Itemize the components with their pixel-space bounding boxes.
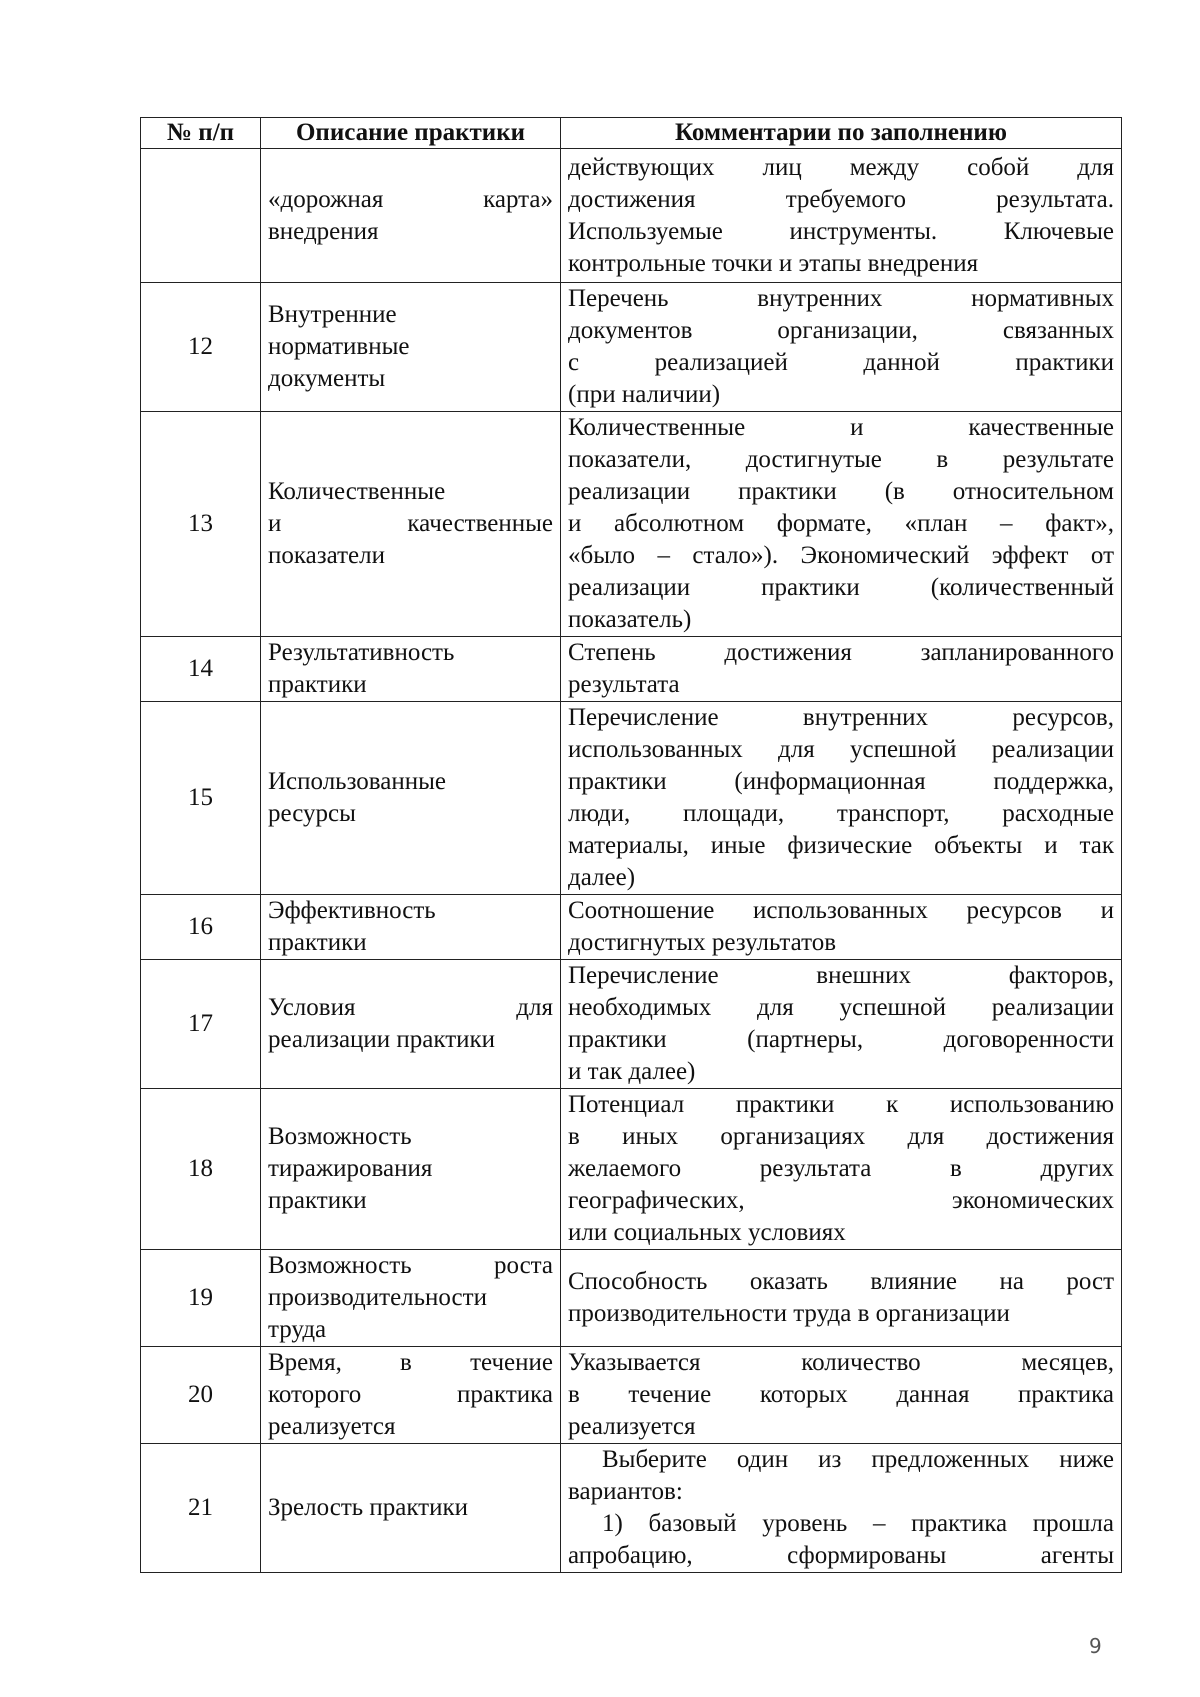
- header-comments: Комментарии по заполнению: [561, 118, 1122, 149]
- comment-line: с реализацией данной практики: [568, 349, 1114, 376]
- description-line: Условия для: [268, 994, 553, 1021]
- practice-description: [261, 1347, 561, 1444]
- table-row: [141, 1444, 1122, 1573]
- filling-comment: [561, 412, 1122, 637]
- comment-line: достижения требуемого результата.: [568, 185, 1114, 213]
- comment-line: апробацию, сформированы агенты: [568, 1542, 1114, 1569]
- table-row: [141, 895, 1122, 960]
- comment-line: или социальных условиях: [568, 1219, 846, 1246]
- comment-line: далее): [568, 864, 636, 891]
- comment-line: показатель): [568, 606, 692, 633]
- description-line: показатели: [268, 542, 385, 569]
- comment-line: использованных для успешной реализации: [568, 736, 1114, 763]
- description-line: производительности: [268, 1284, 487, 1311]
- description-line: Время, в течение: [268, 1349, 553, 1376]
- comment-line: Количественные и качественные: [568, 414, 1114, 441]
- practice-description: [261, 1444, 561, 1573]
- comment-line: Используемые инструменты. Ключевые: [568, 217, 1114, 245]
- description-line: тиражирования: [268, 1155, 433, 1182]
- table-row: [141, 1250, 1122, 1347]
- row-number: 14: [141, 637, 261, 702]
- description-line: реализуется: [268, 1413, 396, 1440]
- description-line: и качественные: [268, 510, 553, 537]
- filling-comment: [561, 1347, 1122, 1444]
- page-number: 9: [1089, 1634, 1102, 1658]
- practice-description: [261, 149, 561, 283]
- description-line: нормативные: [268, 333, 410, 360]
- filling-comment: [561, 1444, 1122, 1573]
- practice-table: [140, 117, 1122, 1573]
- row-number: 12: [141, 283, 261, 412]
- row-number: 15: [141, 702, 261, 895]
- comment-line: Соотношение использованных ресурсов и: [568, 897, 1114, 924]
- table-row: [141, 1347, 1122, 1444]
- comment-line: документов организации, связанных: [568, 317, 1114, 344]
- practice-description: [261, 895, 561, 960]
- table-row: [141, 412, 1122, 637]
- row-number: 20: [141, 1347, 261, 1444]
- filling-comment: [561, 895, 1122, 960]
- comment-line: практики (информационная поддержка,: [568, 768, 1114, 795]
- comment-line: Степень достижения запланированного: [568, 639, 1114, 666]
- description-line: которого практика: [268, 1381, 553, 1408]
- filling-comment: [561, 1089, 1122, 1250]
- comment-line: Указывается количество месяцев,: [568, 1349, 1114, 1376]
- description-line: Результативность: [268, 639, 455, 666]
- comment-line: реализуется: [568, 1413, 696, 1440]
- practice-description: [261, 1089, 561, 1250]
- comment-line: и так далее): [568, 1058, 696, 1085]
- comment-line: реализации практики (количественный: [568, 574, 1114, 601]
- table-row: [141, 283, 1122, 412]
- comment-line: географических, экономических: [568, 1187, 1114, 1214]
- table-row: [141, 960, 1122, 1089]
- row-number: 18: [141, 1089, 261, 1250]
- comment-line: в течение которых данная практика: [568, 1381, 1114, 1408]
- header-number: № п/п: [141, 118, 261, 149]
- description-line: внедрения: [268, 217, 379, 245]
- description-line: Возможность роста: [268, 1252, 553, 1279]
- comment-line: желаемого результата в других: [568, 1155, 1114, 1182]
- practice-description: [261, 283, 561, 412]
- row-number: [141, 149, 261, 283]
- table-row: [141, 637, 1122, 702]
- comment-line: практики (партнеры, договоренности: [568, 1026, 1114, 1053]
- filling-comment: [561, 283, 1122, 412]
- table-row: [141, 1089, 1122, 1250]
- practice-description: [261, 1250, 561, 1347]
- description-line: Возможность: [268, 1123, 412, 1150]
- comment-line: 1) базовый уровень – практика прошла: [602, 1510, 1114, 1537]
- comment-line: в иных организациях для достижения: [568, 1123, 1114, 1150]
- description-line: практики: [268, 671, 367, 698]
- header-description: Описание практики: [261, 118, 561, 149]
- row-number: 17: [141, 960, 261, 1089]
- description-line: Количественные: [268, 478, 446, 505]
- comment-line: «было – стало»). Экономический эффект от: [568, 542, 1114, 569]
- table-body: [141, 149, 1122, 1573]
- description-line: «дорожная карта»: [268, 185, 553, 213]
- comment-line: достигнутых результатов: [568, 929, 837, 956]
- comment-line: реализации практики (в относительном: [568, 478, 1114, 505]
- practice-description: [261, 412, 561, 637]
- description-line: практики: [268, 929, 367, 956]
- row-number: 19: [141, 1250, 261, 1347]
- practice-description: [261, 702, 561, 895]
- comment-line: Перечисление внешних факторов,: [568, 962, 1114, 989]
- practice-description: [261, 637, 561, 702]
- description-line: Использованные: [268, 768, 447, 795]
- description-line: ресурсы: [268, 800, 356, 827]
- filling-comment: [561, 637, 1122, 702]
- comment-line: Способность оказать влияние на рост: [568, 1268, 1114, 1295]
- comment-line: показатели, достигнутые в результате: [568, 446, 1114, 473]
- comment-line: необходимых для успешной реализации: [568, 994, 1114, 1021]
- comment-line: материалы, иные физические объекты и так: [568, 832, 1114, 859]
- comment-line: и абсолютном формате, «план – факт»,: [568, 510, 1114, 537]
- filling-comment: [561, 1250, 1122, 1347]
- description-line: реализации практики: [268, 1026, 496, 1053]
- filling-comment: [561, 960, 1122, 1089]
- comment-line: Выберите один из предложенных ниже: [602, 1446, 1114, 1473]
- description-line: Внутренние: [268, 301, 397, 328]
- row-number: 16: [141, 895, 261, 960]
- description-line: документы: [268, 365, 386, 392]
- comment-line: Перечень внутренних нормативных: [568, 285, 1114, 312]
- practice-description: [261, 960, 561, 1089]
- comment-line: Потенциал практики к использованию: [568, 1091, 1114, 1118]
- comment-line: результата: [568, 671, 680, 698]
- description-line: практики: [268, 1187, 367, 1214]
- filling-comment: [561, 149, 1122, 283]
- comment-line: люди, площади, транспорт, расходные: [568, 800, 1114, 827]
- row-number: 13: [141, 412, 261, 637]
- comment-line: Перечисление внутренних ресурсов,: [568, 704, 1114, 731]
- comment-line: производительности труда в организации: [568, 1300, 1010, 1327]
- description-line: Зрелость практики: [268, 1494, 469, 1521]
- table-header-row: [141, 118, 1122, 149]
- description-line: Эффективность: [268, 897, 436, 924]
- comment-line: контрольные точки и этапы внедрения: [568, 249, 979, 277]
- comment-line: действующих лиц между собой для: [568, 153, 1114, 181]
- table-row: [141, 149, 1122, 283]
- description-line: труда: [268, 1316, 327, 1343]
- filling-comment: [561, 702, 1122, 895]
- comment-line: вариантов:: [568, 1478, 683, 1505]
- row-number: 21: [141, 1444, 261, 1573]
- table-row: [141, 702, 1122, 895]
- comment-line: (при наличии): [568, 381, 721, 408]
